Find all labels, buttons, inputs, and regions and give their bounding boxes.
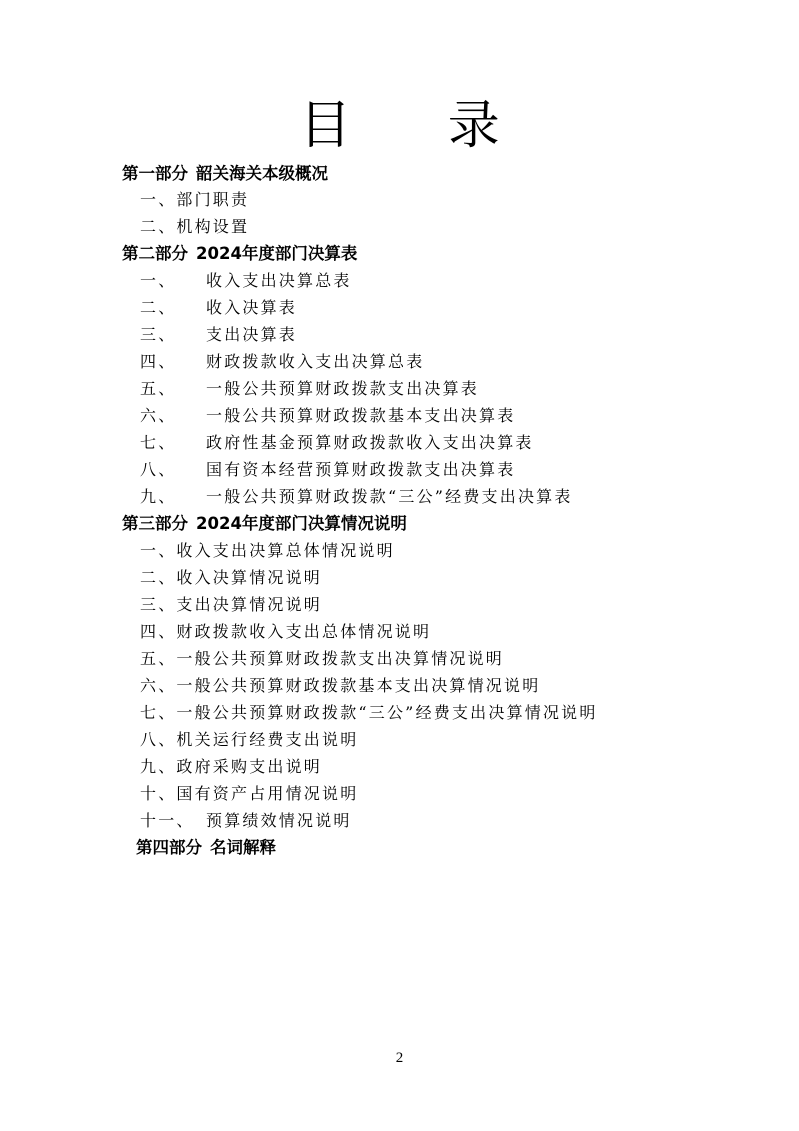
part-1-label: 第一部分 (122, 164, 188, 183)
toc-item-text: 政府性基金预算财政拨款收入支出决算表 (206, 433, 534, 452)
toc-item-text: 收入支出决算总体情况说明 (176, 541, 395, 560)
toc-item (140, 700, 598, 726)
toc-item-text: 收入决算情况说明 (176, 568, 323, 587)
toc-item-text: 预算绩效情况说明 (206, 811, 352, 830)
toc-item-text: 财政拨款收入支出决算总表 (206, 352, 425, 371)
toc-title: 目 录 (299, 96, 540, 156)
toc-item-number: 四、 (140, 352, 177, 371)
part-2-label: 第二部分 (122, 244, 188, 263)
toc-item-number: 二、 (140, 298, 177, 317)
toc-item (140, 376, 479, 402)
toc-item-number: 十、 (140, 784, 177, 803)
part-2-heading (122, 241, 357, 267)
part-3-heading (122, 511, 407, 537)
toc-item-text: 一般公共预算财政拨款基本支出决算表 (206, 406, 516, 425)
toc-item (140, 403, 515, 429)
part-2-name: 2024年度部门决算表 (196, 244, 358, 263)
toc-item (140, 808, 352, 834)
part-3-name: 2024年度部门决算情况说明 (196, 514, 407, 533)
toc-item-text: 政府采购支出说明 (176, 757, 323, 776)
toc-item-text: 收入决算表 (206, 298, 298, 317)
toc-item-text: 机构设置 (176, 217, 250, 236)
toc-item-text: 收入支出决算总表 (206, 271, 352, 290)
toc-item (140, 214, 249, 240)
part-1-heading (122, 161, 328, 187)
part-4-heading (136, 835, 276, 861)
toc-item-number: 三、 (140, 325, 177, 344)
toc-item-number: 十一、 (140, 811, 195, 830)
part-1-name: 韶关海关本级概况 (196, 164, 328, 183)
toc-item (140, 484, 573, 510)
page-number: 2 (395, 1050, 404, 1066)
toc-item-number: 一、 (140, 541, 177, 560)
toc-item-text: 财政拨款收入支出总体情况说明 (176, 622, 432, 641)
toc-item-text: 一般公共预算财政拨款“三公”经费支出决算情况说明 (176, 703, 598, 722)
toc-item (140, 592, 322, 618)
toc-item-number: 一、 (140, 271, 177, 290)
toc-item (140, 673, 540, 699)
toc-item-text: 支出决算表 (206, 325, 298, 344)
toc-item (140, 187, 249, 213)
toc-item-number: 二、 (140, 217, 177, 236)
toc-item-number: 九、 (140, 487, 177, 506)
toc-item (140, 646, 504, 672)
toc-item-number: 五、 (140, 649, 177, 668)
toc-item-text: 国有资本经营预算财政拨款支出决算表 (206, 460, 516, 479)
toc-item (140, 565, 322, 591)
toc-item (140, 538, 395, 564)
toc-item (140, 727, 358, 753)
toc-item-text: 一般公共预算财政拨款基本支出决算情况说明 (176, 676, 541, 695)
toc-item-number: 三、 (140, 595, 177, 614)
toc-item-number: 七、 (140, 703, 177, 722)
toc-item (140, 322, 297, 348)
toc-item (140, 430, 534, 456)
toc-item-number: 九、 (140, 757, 177, 776)
toc-item-number: 七、 (140, 433, 177, 452)
toc-item-text: 一般公共预算财政拨款支出决算表 (206, 379, 480, 398)
toc-item (140, 295, 297, 321)
toc-item-number: 四、 (140, 622, 177, 641)
toc-item-number: 六、 (140, 676, 177, 695)
toc-item-number: 五、 (140, 379, 177, 398)
toc-item-number: 二、 (140, 568, 177, 587)
toc-item (140, 268, 352, 294)
toc-item (140, 349, 424, 375)
toc-item (140, 619, 431, 645)
toc-item-number: 六、 (140, 406, 177, 425)
toc-item (140, 754, 322, 780)
part-3-label: 第三部分 (122, 514, 188, 533)
toc-item-text: 一般公共预算财政拨款“三公”经费支出决算表 (206, 487, 573, 506)
toc-item-number: 八、 (140, 730, 177, 749)
toc-item-number: 八、 (140, 460, 177, 479)
toc-item-text: 部门职责 (176, 190, 250, 209)
toc-item-text: 一般公共预算财政拨款支出决算情况说明 (176, 649, 505, 668)
toc-item (140, 457, 515, 483)
toc-item-text: 国有资产占用情况说明 (176, 784, 359, 803)
toc-item (140, 781, 358, 807)
toc-item-text: 支出决算情况说明 (176, 595, 323, 614)
toc-item-number: 一、 (140, 190, 177, 209)
toc-item-text: 机关运行经费支出说明 (176, 730, 359, 749)
part-4-label: 第四部分 (136, 838, 202, 857)
part-4-name: 名词解释 (210, 838, 276, 857)
